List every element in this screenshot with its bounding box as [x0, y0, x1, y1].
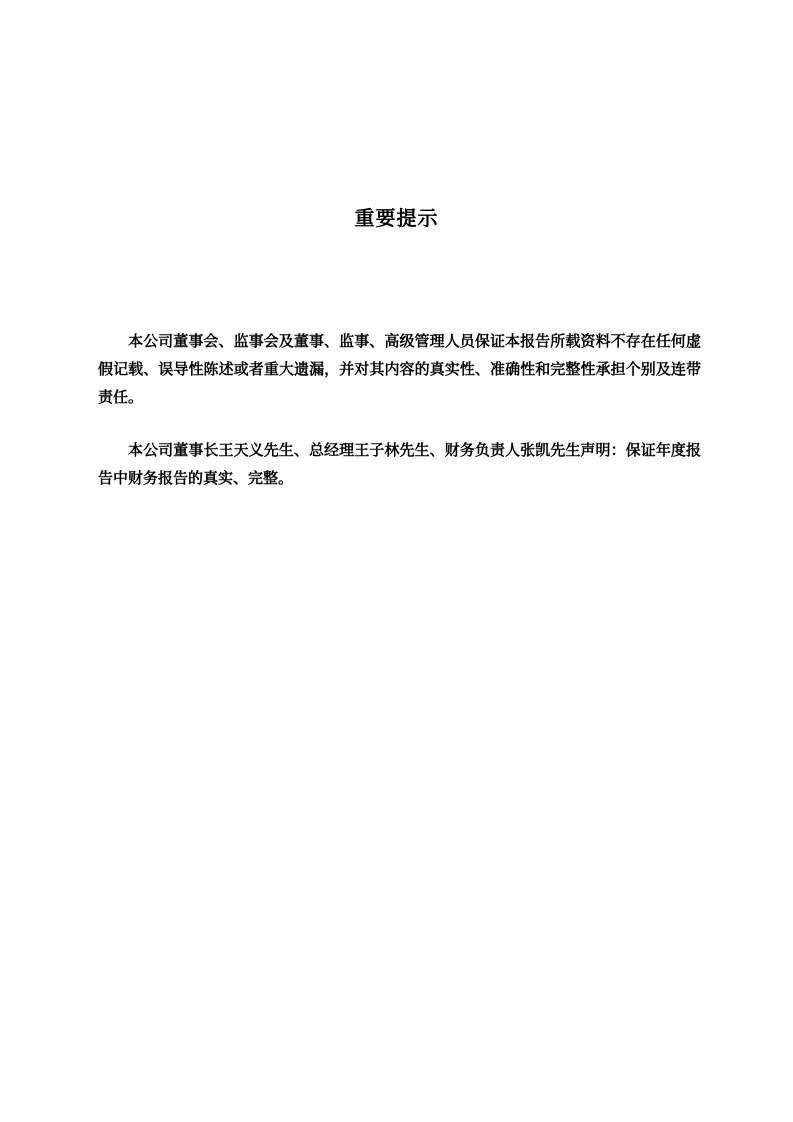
responsibility-statement-paragraph: 本公司董事会、监事会及董事、监事、高级管理人员保证本报告所载资料不存在任何虚假记载、误导性陈述或者重大遗漏，并对其内容的真实性、准确性和完整性承担个别及连带责任。 — [98, 332, 701, 406]
page-title: 重要提示 — [354, 206, 439, 230]
financial-report-declaration-paragraph: 本公司董事长王天义先生、总经理王子林先生、财务负责人张凯先生声明：保证年度报告中财务报告的真实、完整。 — [98, 441, 701, 487]
